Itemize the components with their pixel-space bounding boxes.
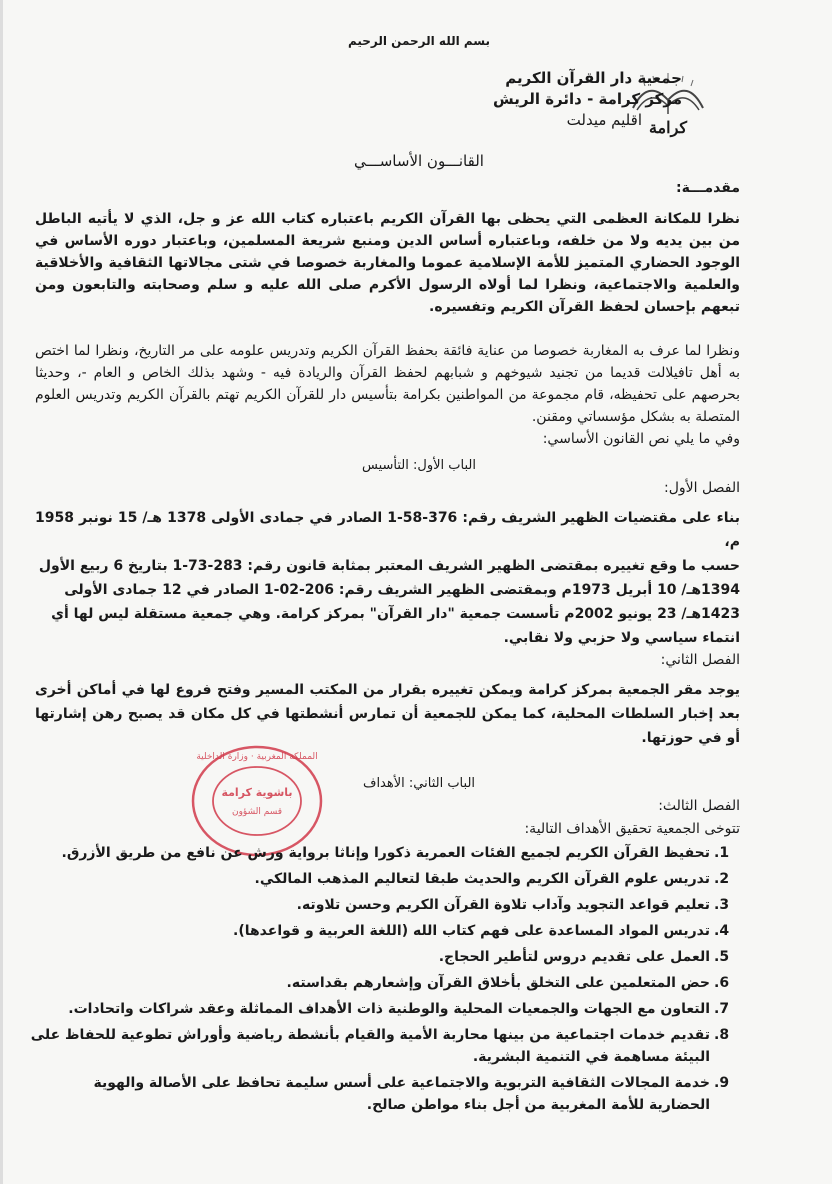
article-1-line-4: 1423هـ/ 23 يونيو 2002م تأسست جمعية "دار القرآن" بمركز كرامة. وهي جمعية مستقلة ليس لها أي <box>51 606 740 622</box>
goal-item: 7. التعاون مع الجهات والجمعيات المحلية والوطنية ذات الأهداف المماثلة وعقد شراكات واتحادات. <box>68 1001 730 1017</box>
intro-heading: مقدمـــة: <box>676 180 740 196</box>
intro-paragraph-1: نظرا للمكانة العظمى التي يحظى بها القرآن الكريم باعتباره كتاب الله عز و جل، الذي لا يأتيه الباطل من بين يديه ولا من خلفه، وباعتباره أساس الدين ومنبع شريعة المسلمين، وباعتبار دوره الأساس في الوجود الحضاري المتميز للأمة الإسلامية عموما والمغاربة خصوصا في شتى مجالاتها الثقافية والأخلاقية والعلمية والاجتماعية، ونظرا لما أولاه الرسول الأكرم صلى الله عليه و سلم وصحابته والتابعون ومن تبعهم بإحسان لحفظ القرآن الكريم وتفسيره. <box>35 211 740 315</box>
article-2-heading: الفصل الثاني: <box>660 652 740 668</box>
stamp-inner-text-2: قسم الشؤون <box>231 807 283 817</box>
basmala: بسم الله الرحمن الرحيم <box>347 34 491 48</box>
goal-item: 3. تعليم قواعد التجويد وآداب تلاوة القرآن الكريم وحسن تلاوته. <box>296 897 730 913</box>
chapter-2-title: الباب الثاني: الأهداف <box>362 776 476 791</box>
goal-item: 9. خدمة المجالات الثقافية التربوية والاجتماعية على أسس سليمة تحافظ على الأصالة والهوية الحضارية للأمة المغربية من أجل بناء مواطن صالح. <box>93 1075 730 1113</box>
article-1-line-5: انتماء سياسي ولا حزبي ولا نقابي. <box>503 630 740 646</box>
goal-item: 8. تقديم خدمات اجتماعية من بينها محاربة الأمية والقيام بأنشطة رياضية وأوراش تطوعية للحفاظ على البيئة مساهمة في التنمية البشرية. <box>30 1027 730 1065</box>
logo-text: كرامة <box>648 118 688 137</box>
document-title: القانـــون الأساســـي <box>354 152 484 170</box>
intro-paragraph-3: وفي ما يلي نص القانون الأساسي: <box>542 431 740 447</box>
intro-paragraph-2: ونظرا لما عرف به المغاربة خصوصا من عناية فائقة بحفظ القرآن الكريم وتدريس علومه على مر التاريخ، ونظرا لما اختص به أهل تافيلالت قديما من تجنيد شيوخهم و شبابهم لحفظ القرآن والريادة فيه - وشهد بذلك الخاص و العام -، وحديثا بحرصهم على تحفيظه، قام مجموعة من المواطنين بكرامة بتأسيس دار للقرآن الكريم تهتم بالقرآن الكريم وتدريس العلوم المتصلة به بشكل مؤسساتي ومقنن. <box>35 343 740 425</box>
article-1-line-1: بناء على مقتضيات الظهير الشريف رقم: 376-58-1 الصادر في جمادى الأولى 1378 هـ/ 15 نونبر 1958 م، <box>35 510 740 550</box>
chapter-1-title: الباب الأول: التأسيس <box>362 458 476 473</box>
goal-item: 5. العمل على تقديم دروس لتأطير الحجاج. <box>438 949 730 965</box>
article-1-line-3: 1394هـ/ 10 أبريل 1973م وبمقتضى الظهير الشريف رقم: 206-02-1 الصادر في 12 جمادى الأولى <box>64 582 740 598</box>
header-association-name: جمعية دار القرآن الكريم <box>505 69 682 87</box>
header-province: اقليم ميدلت <box>566 111 642 129</box>
header-center: مركز كرامة - دائرة الريش <box>493 90 682 108</box>
article-3-intro: تتوخى الجمعية تحقيق الأهداف التالية: <box>524 821 740 837</box>
goals-list <box>30 842 740 1116</box>
goal-item: 1. تحفيظ القرآن الكريم لجميع الفئات العمرية ذكورا وإناثا برواية ورش عن نافع من طريق الأزرق. <box>61 845 730 861</box>
goal-item: 2. تدريس علوم القرآن الكريم والحديث طبقا لتعاليم المذهب المالكي. <box>254 871 730 887</box>
stamp-inner-text-1: باشوية كرامة <box>221 786 293 799</box>
article-2-text: يوجد مقر الجمعية بمركز كرامة ويمكن تغييره بقرار من المكتب المسير وفتح فروع لها في أماكن أخرى بعد إخبار السلطات المحلية، كما يمكن للجمعية أن تمارس أنشطتها في كل مكان قد يصبح رهن إشارتها أو في حوزتها. <box>35 682 740 746</box>
association-header <box>352 68 682 131</box>
article-3-heading: الفصل الثالث: <box>658 798 740 814</box>
article-1-heading: الفصل الأول: <box>664 480 740 496</box>
goal-item: 6. حض المتعلمين على التخلق بأخلاق القرآن وإشعارهم بقداسته. <box>286 975 730 991</box>
article-1-line-2: حسب ما وقع تغييره بمقتضى الظهير الشريف المعتبر بمثابة قانون رقم: 283-73-1 بتاريخ 6 ربيع الأول <box>38 558 740 574</box>
stamp-outer-text: المملكة المغربية · وزارة الداخلية <box>196 752 318 762</box>
goal-item: 4. تدريس المواد المساعدة على فهم كتاب الله (اللغة العربية و قواعدها). <box>233 923 730 939</box>
article-1-text <box>35 506 740 650</box>
